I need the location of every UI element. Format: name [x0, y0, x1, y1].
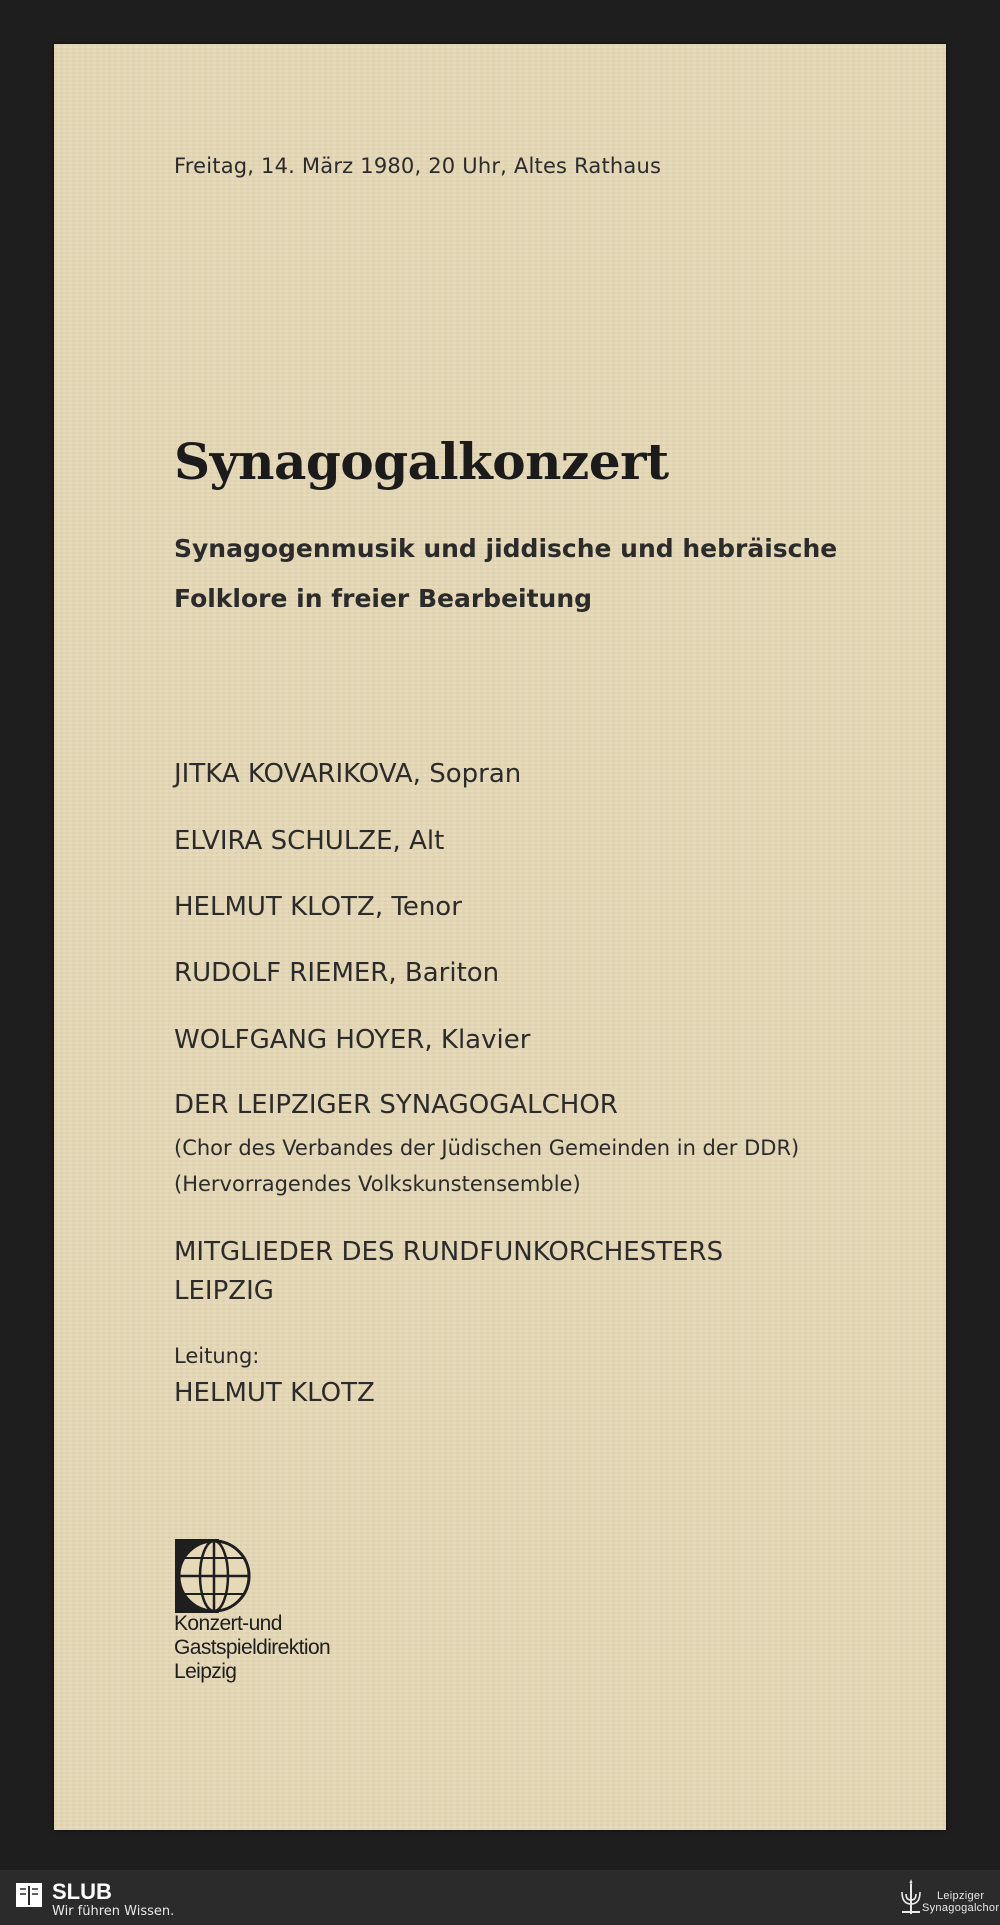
- menorah-icon: [898, 1878, 924, 1918]
- publisher-name: [174, 1612, 330, 1684]
- choir-name: DER LEIPZIGER SYNAGOGALCHOR: [174, 1090, 618, 1120]
- choir-wordmark: [922, 1890, 999, 1914]
- choir-note-ensemble: (Hervorragendes Volkskunstensemble): [174, 1172, 581, 1196]
- performer-piano: WOLFGANG HOYER, Klavier: [174, 1025, 531, 1055]
- performer-baritone: RUDOLF RIEMER, Bariton: [174, 958, 500, 988]
- choir-wordmark-line-2: Synagogalchor: [922, 1902, 1000, 1914]
- slub-tagline: Wir führen Wissen.: [52, 1904, 175, 1919]
- slub-book-icon: [14, 1880, 44, 1910]
- orchestra-line-1: MITGLIEDER DES RUNDFUNKORCHESTERS: [174, 1237, 724, 1267]
- program-sheet: [54, 44, 946, 1830]
- choir-note-association: (Chor des Verbandes der Jüdischen Gemeinden in der DDR): [174, 1136, 800, 1160]
- publisher-line-2: Gastspieldirektion: [174, 1636, 331, 1659]
- leitung-name: HELMUT KLOTZ: [174, 1378, 375, 1408]
- event-dateline: Freitag, 14. März 1980, 20 Uhr, Altes Rathaus: [174, 154, 662, 178]
- publisher-globe-logo-icon: [174, 1538, 252, 1614]
- concert-subtitle-line-1: Synagogenmusik und jiddische und hebräische: [174, 534, 838, 563]
- performer-tenor: HELMUT KLOTZ, Tenor: [174, 892, 462, 922]
- choir-wordmark-line-1: Leipziger: [936, 1890, 985, 1902]
- concert-subtitle-line-2: Folklore in freier Bearbeitung: [174, 584, 593, 613]
- leitung-label: Leitung:: [174, 1344, 260, 1368]
- concert-title: Synagogalkonzert: [174, 432, 669, 491]
- footer-bar: [0, 1870, 1000, 1925]
- performer-soprano: JITKA KOVARIKOVA, Sopran: [174, 759, 522, 789]
- orchestra-line-2: LEIPZIG: [174, 1276, 274, 1306]
- performer-alto: ELVIRA SCHULZE, Alt: [174, 826, 445, 856]
- publisher-line-3: Leipzig: [174, 1660, 237, 1683]
- publisher-line-1: Konzert-und: [174, 1612, 282, 1635]
- slub-wordmark: SLUB: [52, 1879, 112, 1904]
